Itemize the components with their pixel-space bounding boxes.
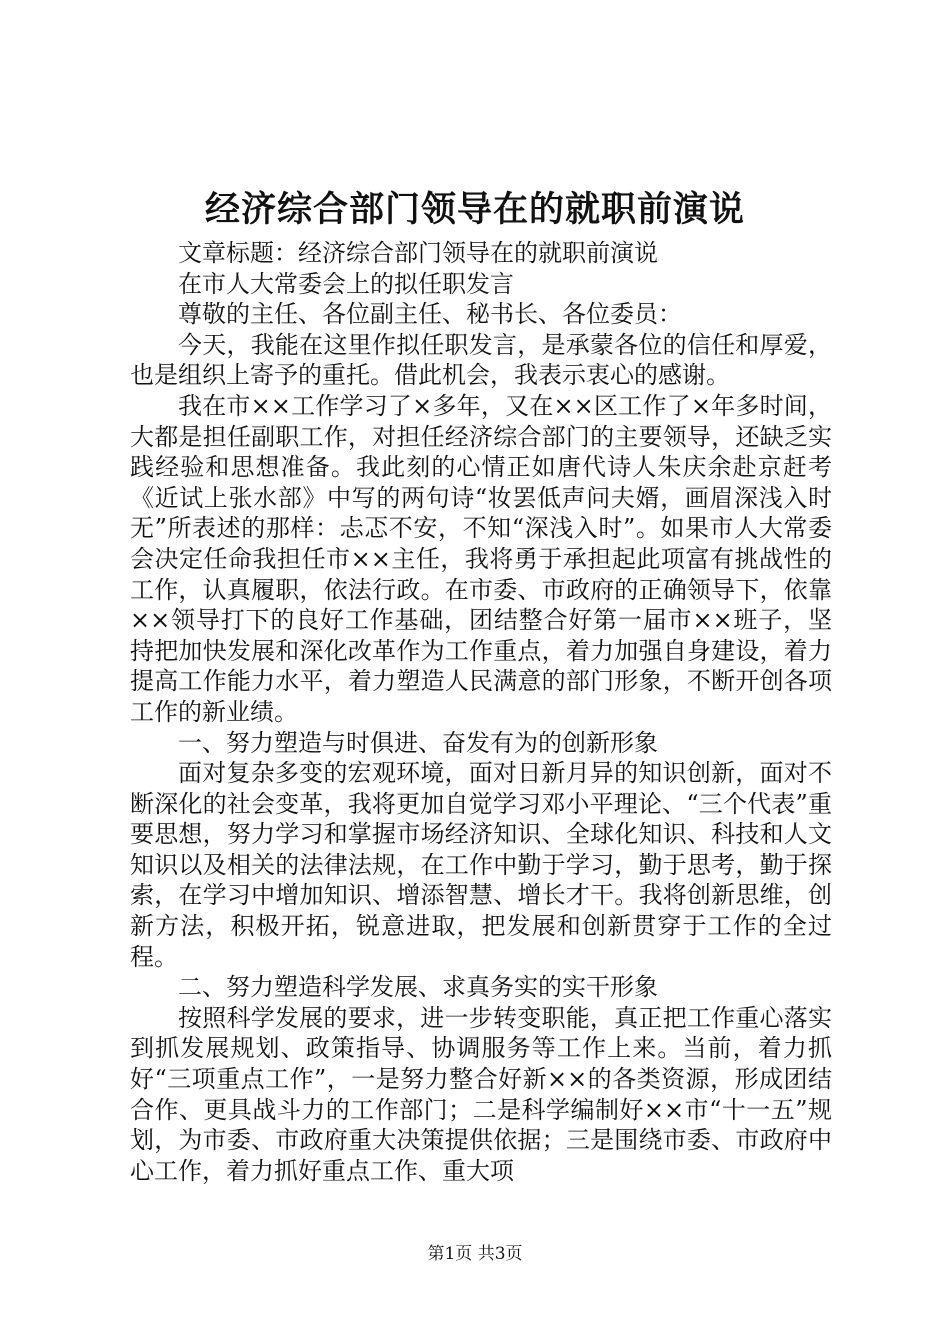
- document-body: [130, 238, 832, 1186]
- page-number-footer: 第1页 共3页: [427, 1244, 523, 1264]
- paragraph-introduction: 我在市××工作学习了×多年，又在××区工作了×年多时间，大都是担任副职工作，对担任经济综合部门的主要领导，还缺乏实践经验和思想准备。我此刻的心情正如唐代诗人朱庆余赴京赶考《近试上张水部》中写的两句诗“妆罢低声问夫婿，画眉深浅入时无”所表述的那样：忐忑不安，不知“深浅入时”。如果市人大常委会决定任命我担任市××主任，我将勇于承担起此项富有挑战性的工作，认真履职，依法行政。在市委、市政府的正确领导下，依靠××领导打下的良好工作基础，团结整合好第一届市××班子，坚持把加快发展和深化改革作为工作重点，着力加强自身建设，着力提高工作能力水平，着力塑造人民满意的部门形象，不断开创各项工作的新业绩。: [130, 391, 832, 726]
- paragraph-salutation: 尊敬的主任、各位副主任、秘书长、各位委员：: [178, 300, 682, 329]
- section-heading-1: 一、努力塑造与时俱进、奋发有为的创新形象: [178, 728, 658, 757]
- document-title: 经济综合部门领导在的就职前演说: [204, 189, 745, 230]
- section-heading-2: 二、努力塑造科学发展、求真务实的实干形象: [178, 973, 658, 1002]
- paragraph-article-title: 文章标题：经济综合部门领导在的就职前演说: [178, 239, 658, 267]
- paragraph-section-2: 按照科学发展的要求，进一步转变职能，真正把工作重心落实到抓发展规划、政策指导、协调服务等工作上来。当前，着力抓好“三项重点工作”，一是努力整合好新××的各类资源，形成团结合作、更具战斗力的工作部门；二是科学编制好××市“十一五”规划，为市委、市政府重大决策提供依据；三是围绕市委、市政府中心工作，着力抓好重点工作、重大项: [130, 1003, 832, 1185]
- paragraph-occasion: 在市人大常委会上的拟任职发言: [178, 269, 514, 298]
- paragraph-opening: 今天，我能在这里作拟任职发言，是承蒙各位的信任和厚爱，也是组织上寄予的重托。借此机会，我表示衷心的感谢。: [130, 330, 832, 390]
- paragraph-section-1: 面对复杂多变的宏观环境，面对日新月异的知识创新，面对不断深化的社会变革，我将更加自觉学习邓小平理论、“三个代表”重要思想，努力学习和掌握市场经济知识、全球化知识、科技和人文知识以及相关的法律法规，在工作中勤于学习，勤于思考，勤于探索，在学习中增加知识、增添智慧、增长才干。我将创新思维，创新方法，积极开拓，锐意进取，把发展和创新贯穿于工作的全过程。: [130, 759, 832, 971]
